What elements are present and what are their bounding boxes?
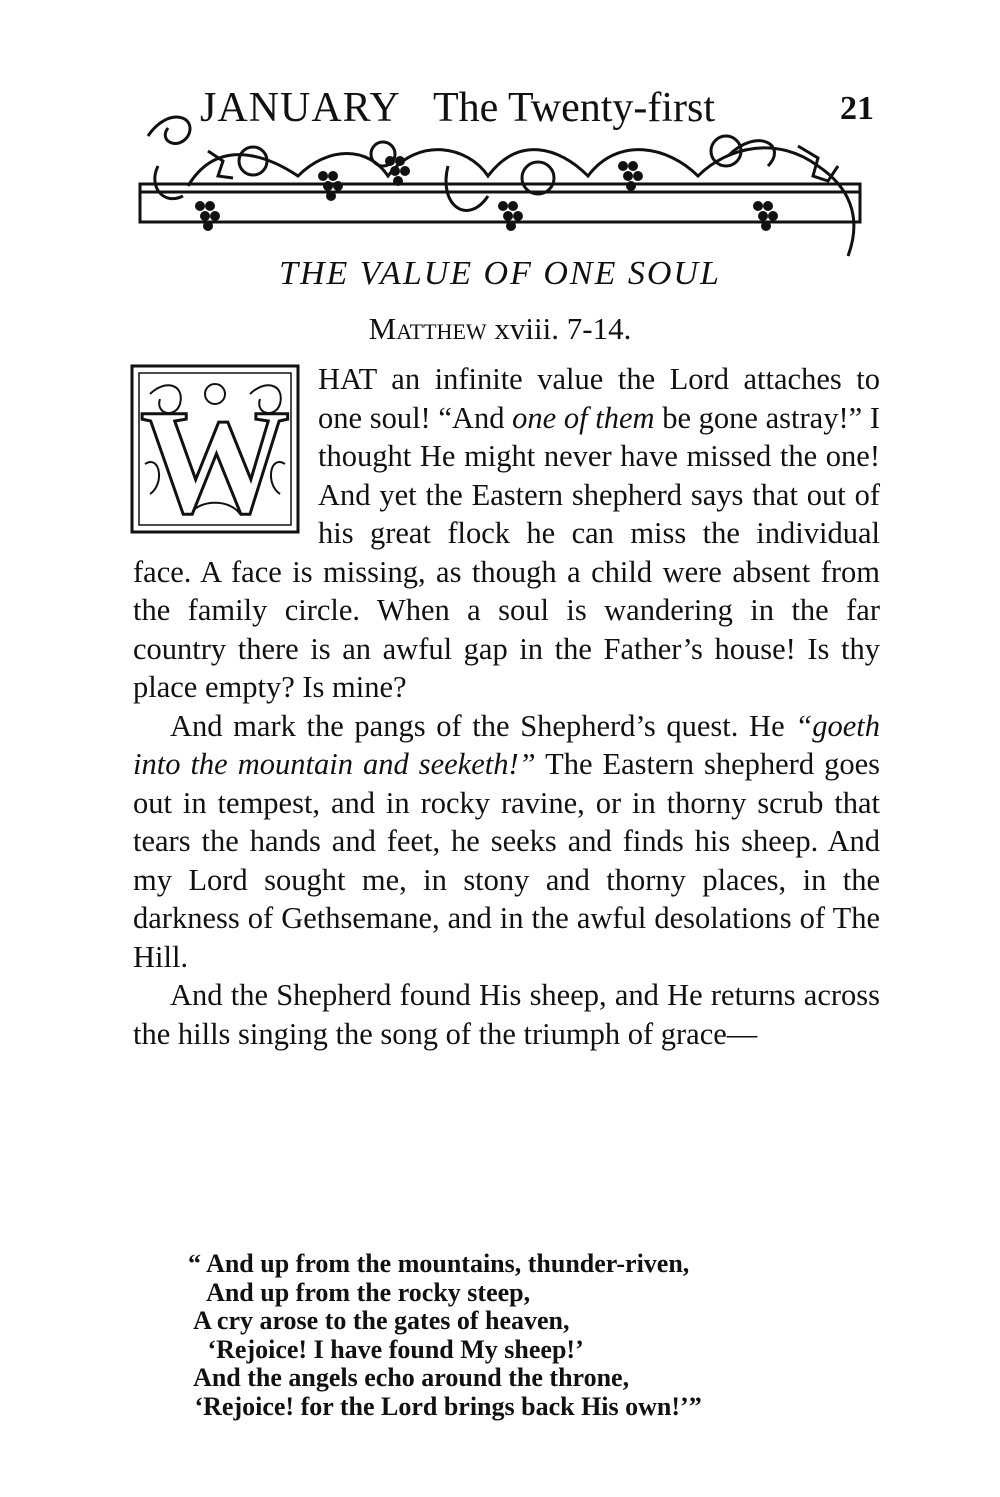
poem-line: And the angels echo around the throne, [188, 1363, 630, 1392]
paragraph-1-part-a: HAT an infinite value the Lord attaches to one soul! “And [318, 362, 880, 435]
poem [188, 1250, 888, 1421]
poem-line: ‘Rejoice! for the Lord brings back His own!’” [188, 1391, 702, 1421]
page-number: 21 [840, 90, 874, 127]
paragraph-2-part-c: The Eastern shepherd goes out in tempest, and in rocky ravine, or in thorny scrub that tears the hands and feet, he seeks and finds his sheep. And my Lord sought me, in stony and thorny places, in the darkness of Gethsemane, and in the awful desolations of The Hill. [133, 747, 880, 974]
poem-line: And up from the rocky steep, [188, 1277, 531, 1307]
vine-ornament-header [128, 106, 880, 266]
reference-book: Matthew [368, 311, 487, 346]
body-text [133, 360, 880, 1053]
reference-verses: xviii. 7-14. [494, 311, 632, 346]
header-day: The Twenty-first [433, 85, 716, 131]
poem-line: ‘Rejoice! I have found My sheep!’ [188, 1334, 584, 1364]
paragraph-1-emphasis: one of them [512, 400, 655, 435]
paragraph-2 [133, 707, 880, 977]
paragraph-2-quote: “goeth into the mountain and seeketh!” [133, 708, 880, 781]
poem-line: A cry arose to the gates of heaven, [188, 1306, 570, 1335]
paragraph-2-part-a: And mark the pangs of the Shepherd’s quest. He [170, 708, 796, 743]
scripture-reference [0, 311, 1000, 347]
paragraph-1 [133, 360, 880, 707]
chapter-title: THE VALUE OF ONE SOUL [279, 255, 721, 292]
header-month: JANUARY [200, 85, 401, 131]
paragraph-1-part-c: be gone astray!” I thought He might never have missed the one! And yet the Eastern shepherd says that out of his great flock he can miss the individual face. A face is missing, as though a child were absent from the family circle. When a soul is wandering in the far country there is an awful gap in the Father’s house! Is thy place empty? Is mine? [133, 400, 880, 704]
poem-line: “ And up from the mountains, thunder-riven, [188, 1249, 690, 1278]
drop-cap-letter: W [140, 379, 290, 534]
paragraph-3: And the Shepherd found His sheep, and He returns across the hills singing the song of the triumph of grace— [133, 978, 880, 1051]
